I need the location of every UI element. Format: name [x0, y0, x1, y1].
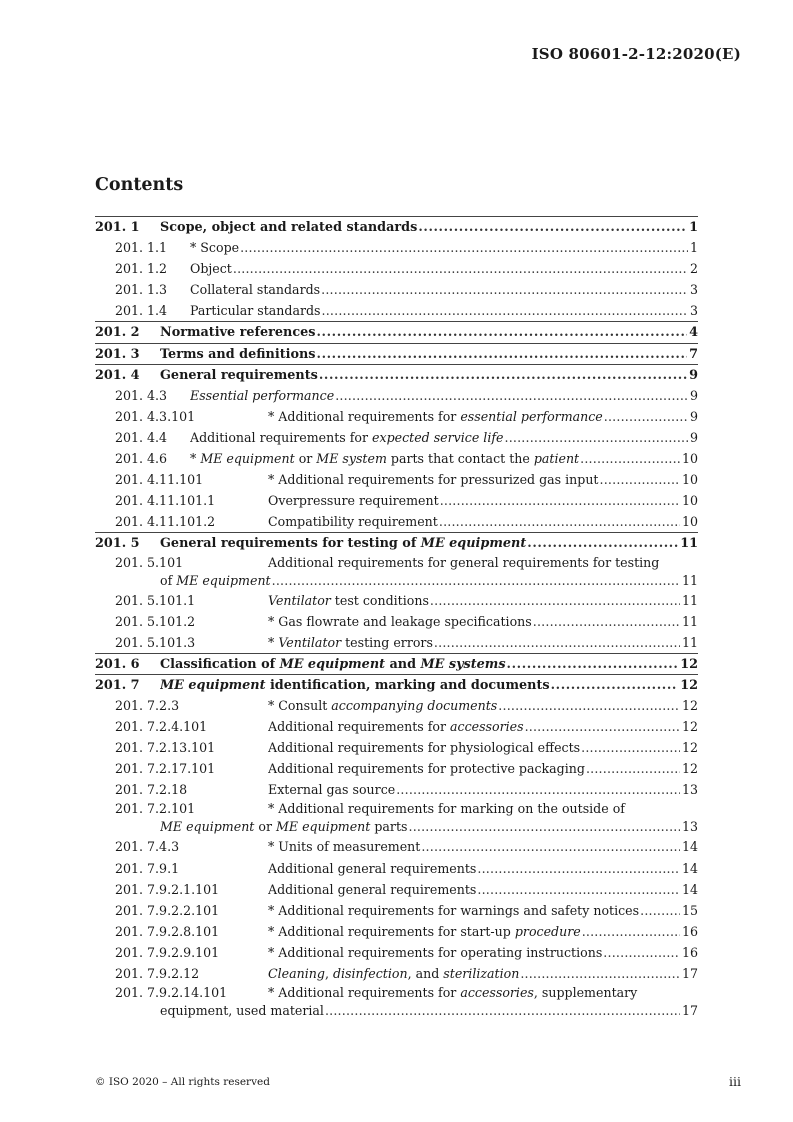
toc-entry-number: 201. 4.11.101.2 [115, 514, 216, 530]
toc-section-entry[interactable] [95, 343, 698, 364]
toc-text-segment: Scope, object and related standards [160, 220, 418, 235]
toc-subsection-entry[interactable] [95, 448, 698, 469]
toc-entry-leader-line [190, 385, 698, 406]
dot-leader [408, 818, 679, 836]
toc-entry-leader-line [268, 590, 698, 611]
toc-subsection-entry[interactable] [95, 237, 698, 258]
toc-text-segment: * Additional requirements for [268, 985, 461, 1001]
toc-text-segment: Collateral standards [190, 282, 321, 298]
dot-leader [533, 611, 680, 632]
dot-leader [582, 921, 680, 942]
toc-text-segment: essential performance [460, 408, 603, 424]
toc-subsection-entry[interactable] [95, 758, 698, 779]
toc-text-segment: * Scope [190, 240, 240, 256]
toc-entry-leader-line [190, 279, 698, 300]
toc-text-segment: patient [533, 451, 580, 467]
toc-page-number: 17 [681, 966, 698, 981]
toc-page-number: 2 [689, 261, 698, 277]
dot-leader [418, 217, 687, 238]
dot-leader [240, 237, 688, 258]
toc-page-number: 11 [680, 536, 698, 552]
toc-entry-leader-line [160, 365, 698, 386]
dot-leader [321, 279, 688, 300]
toc-text-segment: Normative references [160, 325, 316, 341]
toc-subsection-entry[interactable] [95, 942, 698, 963]
toc-entry-number: 201. 7.2.4.101 [115, 719, 208, 735]
dot-leader [233, 258, 688, 279]
page-number: iii [729, 1074, 741, 1089]
toc-section-entry[interactable] [95, 216, 698, 237]
toc-entry-number: 201. 4.11.101.1 [115, 493, 216, 509]
toc-text-segment: test conditions [330, 592, 429, 608]
toc-entry-number: 201. 5 [95, 536, 140, 552]
toc-entry-leader-line [268, 921, 698, 942]
toc-entry-leader-line [268, 963, 698, 984]
toc-entry-leader-line [160, 217, 698, 238]
toc-page-number: 12 [680, 677, 698, 693]
toc-text-segment: Additional requirements for protective packaging [268, 761, 585, 777]
toc-subsection-entry[interactable] [95, 279, 698, 300]
toc-text-segment: Compatibility requirement [268, 514, 438, 530]
toc-entry-title [268, 921, 581, 942]
toc-page-number: 10 [681, 514, 698, 530]
toc-text-segment: , [324, 966, 333, 981]
toc-text-segment: ME equipment [160, 677, 266, 693]
toc-entry-title [268, 942, 602, 963]
toc-entry-title [160, 572, 271, 590]
toc-text-segment: accompanying documents [331, 697, 498, 713]
dot-leader [434, 632, 680, 653]
toc-entry-leader-line [268, 879, 698, 900]
toc-entry-number: 201. 2 [95, 325, 140, 341]
toc-text-segment: ME equipment [279, 656, 386, 672]
toc-entry-title [190, 258, 232, 279]
toc-entry-title [190, 448, 579, 469]
toc-entry-leader-line [160, 344, 698, 365]
toc-entry-title [190, 427, 503, 448]
dot-leader [430, 590, 680, 611]
toc-text-segment: * Consult [268, 697, 332, 713]
toc-entry-title-line1 [268, 554, 659, 572]
toc-text-segment: * Additional requirements for [268, 408, 461, 424]
toc-entry-title [268, 695, 497, 716]
toc-subsection-entry[interactable] [95, 490, 698, 511]
toc-entry-leader-line [268, 779, 698, 800]
toc-text-segment: ME equipment [176, 572, 271, 588]
toc-entry-leader-line [268, 737, 698, 758]
toc-entry-number: 201. 4.6 [115, 451, 168, 467]
toc-entry-leader-line [160, 818, 698, 836]
toc-entry-title [268, 469, 599, 490]
toc-subsection-entry[interactable] [95, 716, 698, 737]
dot-leader [317, 344, 688, 365]
toc-entry-number: 201. 7 [95, 677, 140, 693]
toc-subsection-entry[interactable] [95, 879, 698, 900]
toc-section-entry[interactable] [95, 532, 698, 553]
toc-entry-title [268, 632, 433, 653]
toc-page-number: 10 [681, 493, 698, 509]
dot-leader [504, 427, 688, 448]
toc-text-segment: parts [370, 819, 408, 835]
toc-section-entry[interactable] [95, 364, 698, 385]
page-title: Contents [95, 175, 184, 195]
toc-entry-number: 201. 7.2.17.101 [115, 761, 216, 777]
toc-subsection-entry[interactable] [95, 611, 698, 632]
toc-text-segment: General requirements for testing of [160, 536, 421, 552]
toc-subsection-entry[interactable] [95, 300, 698, 321]
toc-entry-leader-line [268, 858, 698, 879]
toc-text-segment: sterilization [443, 966, 520, 981]
toc-page-number: 10 [681, 451, 698, 467]
toc-text-segment: Ventilator [278, 634, 342, 650]
toc-entry-number: 201. 1.2 [115, 261, 168, 277]
toc-section-entry[interactable] [95, 321, 698, 342]
toc-text-segment: * Gas flowrate and leakage specifications [268, 613, 532, 629]
toc-text-segment: and [385, 656, 421, 672]
toc-text-segment: * Additional requirements for marking on the outside of [268, 801, 625, 817]
toc-page-number: 12 [681, 740, 698, 756]
toc-text-segment: disinfection [332, 966, 408, 981]
dot-leader [600, 469, 680, 490]
toc-subsection-entry[interactable] [95, 921, 698, 942]
dot-leader [440, 490, 680, 511]
toc-entry-leader-line [160, 322, 698, 343]
table-of-contents [95, 216, 698, 1020]
toc-text-segment: Particular standards [190, 303, 321, 319]
toc-entry-number: 201. 7.2.101 [115, 801, 196, 817]
dot-leader [640, 900, 680, 921]
toc-entry-title [268, 900, 639, 921]
toc-entry-leader-line [160, 1002, 698, 1020]
toc-entry-title [190, 279, 320, 300]
toc-text-segment: equipment, used material [160, 1003, 324, 1019]
toc-entry-number: 201. 7.9.2.14.101 [115, 985, 228, 1001]
toc-page-number: 13 [681, 819, 698, 835]
toc-subsection-entry[interactable] [95, 984, 698, 1020]
toc-entry-leader-line [268, 942, 698, 963]
toc-text-segment: Cleaning [268, 966, 325, 981]
toc-entry-leader-line [190, 237, 698, 258]
toc-entry-title [268, 716, 524, 737]
toc-text-segment: expected service life [372, 429, 504, 445]
toc-subsection-entry[interactable] [95, 511, 698, 532]
toc-text-segment: of [160, 572, 177, 588]
toc-page-number: 17 [681, 1003, 698, 1019]
toc-text-segment: External gas source [268, 782, 396, 798]
toc-text-segment: * Additional requirements for operating instructions [268, 944, 603, 960]
toc-entry-leader-line [160, 572, 698, 590]
toc-entry-title-line1 [268, 800, 625, 818]
toc-page-number: 1 [689, 240, 698, 256]
toc-page-number: 11 [681, 634, 698, 650]
toc-entry-title [190, 300, 321, 321]
toc-page-number: 7 [689, 346, 698, 362]
toc-text-segment: ME equipment [275, 819, 371, 835]
toc-subsection-entry[interactable] [95, 258, 698, 279]
toc-entry-number: 201. 1.1 [115, 240, 168, 256]
toc-entry-title [268, 836, 420, 857]
toc-entry-leader-line [268, 758, 698, 779]
toc-page-number: 14 [681, 839, 698, 855]
toc-page-number: 16 [681, 923, 698, 939]
dot-leader [421, 836, 680, 857]
toc-entry-leader-line [268, 611, 698, 632]
toc-entry-leader-line [268, 490, 698, 511]
toc-text-segment: Additional general requirements [268, 860, 477, 876]
toc-text-segment: * Additional requirements for start-up [268, 923, 515, 939]
toc-entry-number: 201. 7.9.2.9.101 [115, 944, 220, 960]
toc-subsection-entry[interactable] [95, 590, 698, 611]
toc-entry-title [160, 365, 318, 386]
toc-entry-number: 201. 7.2.3 [115, 697, 180, 713]
toc-page-number: 10 [681, 472, 698, 488]
toc-text-segment: procedure [514, 923, 581, 939]
toc-subsection-entry[interactable] [95, 554, 698, 590]
toc-page-number: 4 [689, 325, 698, 341]
toc-page-number: 11 [681, 572, 698, 588]
toc-entry-leader-line [268, 695, 698, 716]
toc-text-segment: Object [190, 261, 232, 277]
toc-subsection-entry[interactable] [95, 858, 698, 879]
toc-entry-title [268, 511, 438, 532]
toc-entry-title [268, 963, 519, 984]
document-id: ISO 80601-2-12:2020(E) [531, 45, 741, 63]
toc-entry-leader-line [160, 533, 698, 554]
toc-entry-number: 201. 5.101 [115, 554, 184, 570]
toc-entry-number: 201. 7.4.3 [115, 839, 180, 855]
toc-entry-number: 201. 4.3.101 [115, 408, 196, 424]
toc-entry-title [268, 858, 476, 879]
toc-entry-leader-line [160, 675, 698, 696]
toc-page-number: 12 [680, 656, 698, 672]
toc-entry-leader-line [268, 632, 698, 653]
toc-entry-title-line1 [268, 984, 637, 1002]
toc-entry-title [268, 779, 395, 800]
toc-entry-number: 201. 7.9.2.8.101 [115, 923, 220, 939]
toc-subsection-entry[interactable] [95, 385, 698, 406]
toc-text-segment: accessories [450, 719, 524, 735]
toc-entry-number: 201. 4.3 [115, 387, 168, 403]
dot-leader [551, 675, 679, 696]
toc-page-number: 11 [681, 613, 698, 629]
toc-entry-number: 201. 7.2.18 [115, 782, 188, 798]
dot-leader [322, 300, 688, 321]
toc-section-entry[interactable] [95, 674, 698, 695]
toc-text-segment: General requirements [160, 367, 318, 383]
toc-subsection-entry[interactable] [95, 737, 698, 758]
toc-subsection-entry[interactable] [95, 695, 698, 716]
toc-entry-title [160, 1002, 324, 1020]
dot-leader [586, 758, 680, 779]
toc-entry-title [160, 344, 316, 365]
toc-text-segment: ME equipment [420, 536, 527, 552]
toc-entry-leader-line [268, 836, 698, 857]
toc-entry-title [268, 490, 439, 511]
toc-page-number: 14 [681, 881, 698, 897]
dot-leader [603, 942, 680, 963]
toc-text-segment: * Additional requirements for pressurized gas input [268, 472, 599, 488]
toc-entry-number: 201. 7.9.2.1.101 [115, 881, 220, 897]
toc-text-segment: parts that contact the [386, 451, 534, 467]
dot-leader [272, 572, 680, 590]
toc-page-number: 3 [689, 282, 698, 298]
toc-entry-leader-line [190, 300, 698, 321]
toc-text-segment: * Additional requirements for warnings and safety notices [268, 902, 640, 918]
toc-entry-number: 201. 5.101.3 [115, 634, 196, 650]
dot-leader [319, 365, 687, 386]
toc-entry-leader-line [268, 716, 698, 737]
toc-subsection-entry[interactable] [95, 779, 698, 800]
toc-entry-leader-line [268, 406, 698, 427]
toc-page-number: 11 [681, 592, 698, 608]
toc-text-segment: or [254, 819, 276, 835]
toc-entry-number: 201. 6 [95, 656, 140, 672]
dot-leader [498, 695, 680, 716]
dot-leader [335, 385, 688, 406]
toc-entry-number: 201. 7.9.2.12 [115, 966, 200, 981]
toc-text-segment: , supplementary [533, 985, 638, 1001]
toc-subsection-entry[interactable] [95, 406, 698, 427]
toc-entry-title [160, 217, 417, 238]
toc-entry-number: 201. 4.11.101 [115, 472, 204, 488]
toc-text-segment: , and [407, 966, 444, 981]
toc-entry-number: 201. 5.101.1 [115, 592, 196, 608]
toc-entry-number: 201. 4 [95, 367, 140, 383]
toc-page-number: 14 [681, 860, 698, 876]
toc-text-segment: Terms and definitions [160, 346, 316, 362]
dot-leader [507, 654, 679, 675]
dot-leader [525, 716, 680, 737]
toc-entry-leader-line [268, 900, 698, 921]
toc-text-segment: * [268, 634, 279, 650]
toc-section-entry[interactable] [95, 653, 698, 674]
toc-page-number: 9 [689, 408, 698, 424]
toc-text-segment: Overpressure requirement [268, 493, 439, 509]
dot-leader [439, 511, 680, 532]
toc-text-segment: ME system [316, 451, 387, 467]
toc-entry-title [160, 818, 407, 836]
toc-text-segment: identification, marking and documents [265, 677, 550, 693]
toc-page-number: 12 [681, 697, 698, 713]
dot-leader [477, 858, 680, 879]
toc-text-segment: * [190, 451, 201, 467]
toc-entry-leader-line [190, 427, 698, 448]
toc-entry-title [160, 533, 526, 554]
toc-entry-leader-line [268, 511, 698, 532]
dot-leader [581, 737, 680, 758]
toc-page-number: 12 [681, 761, 698, 777]
toc-entry-title [268, 611, 532, 632]
toc-page-number: 9 [689, 387, 698, 403]
toc-text-segment: testing errors [341, 634, 433, 650]
toc-subsection-entry[interactable] [95, 632, 698, 653]
toc-entry-title [160, 654, 506, 675]
dot-leader [396, 779, 680, 800]
toc-text-segment: or [294, 451, 317, 467]
toc-text-segment: * Units of measurement [268, 839, 421, 855]
toc-entry-number: 201. 1 [95, 220, 140, 235]
toc-text-segment: ME equipment [200, 451, 295, 467]
toc-subsection-entry[interactable] [95, 800, 698, 836]
toc-text-segment: ME equipment [160, 819, 255, 835]
toc-page-number: 9 [689, 429, 698, 445]
toc-subsection-entry[interactable] [95, 469, 698, 490]
toc-text-segment: accessories [460, 985, 534, 1001]
toc-page-number: 12 [681, 719, 698, 735]
toc-entry-number: 201. 7.2.13.101 [115, 740, 216, 756]
toc-entry-number: 201. 7.9.1 [115, 860, 180, 876]
toc-text-segment: Additional requirements for [268, 719, 451, 735]
dot-leader [520, 963, 680, 984]
toc-entry-number: 201. 3 [95, 346, 140, 362]
toc-page-number: 16 [681, 944, 698, 960]
toc-page-number: 9 [689, 367, 698, 383]
toc-entry-title [268, 406, 603, 427]
toc-entry-title [268, 590, 429, 611]
toc-entry-title [268, 879, 476, 900]
toc-text-segment: Essential performance [190, 387, 335, 403]
toc-text-segment: Ventilator [268, 592, 331, 608]
toc-entry-title [190, 237, 239, 258]
toc-text-segment: Additional requirements for physiological effects [268, 740, 581, 756]
toc-text-segment: ME systems [420, 656, 506, 672]
dot-leader [604, 406, 688, 427]
toc-entry-leader-line [190, 258, 698, 279]
toc-entry-number: 201. 7.9.2.2.101 [115, 902, 220, 918]
toc-subsection-entry[interactable] [95, 427, 698, 448]
toc-subsection-entry[interactable] [95, 836, 698, 857]
toc-entry-title [268, 737, 580, 758]
toc-text-segment: Additional requirements for general requirements for testing [268, 554, 660, 570]
dot-leader [477, 879, 680, 900]
toc-entry-title [160, 322, 315, 343]
toc-entry-title [190, 385, 334, 406]
dot-leader [527, 533, 678, 554]
toc-page-number: 3 [689, 303, 698, 319]
toc-entry-title [268, 758, 585, 779]
toc-page-number: 15 [681, 902, 698, 918]
toc-text-segment: Classification of [160, 656, 280, 672]
toc-text-segment: Additional requirements for [190, 429, 373, 445]
dot-leader [325, 1002, 680, 1020]
dot-leader [580, 448, 680, 469]
toc-entry-leader-line [160, 654, 698, 675]
toc-entry-number: 201. 5.101.2 [115, 613, 196, 629]
toc-entry-number: 201. 4.4 [115, 429, 168, 445]
toc-text-segment: Additional general requirements [268, 881, 477, 897]
toc-entry-number: 201. 1.4 [115, 303, 168, 319]
toc-entry-leader-line [190, 448, 698, 469]
copyright-notice: © ISO 2020 – All rights reserved [95, 1076, 270, 1088]
toc-page-number: 1 [689, 220, 698, 235]
toc-entry-title [160, 675, 550, 696]
toc-page-number: 13 [681, 782, 698, 798]
toc-entry-leader-line [268, 469, 698, 490]
toc-subsection-entry[interactable] [95, 900, 698, 921]
toc-entry-number: 201. 1.3 [115, 282, 168, 298]
toc-subsection-entry[interactable] [95, 963, 698, 984]
dot-leader [316, 322, 687, 343]
